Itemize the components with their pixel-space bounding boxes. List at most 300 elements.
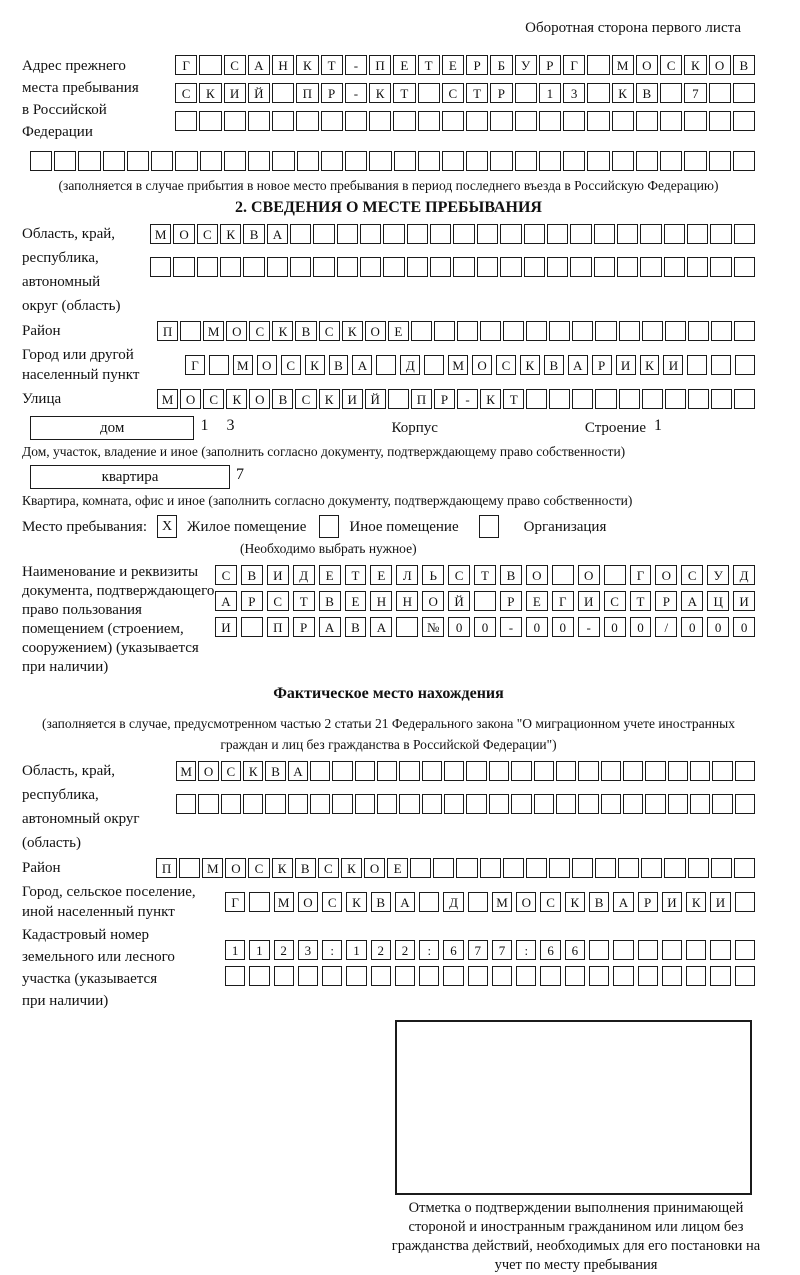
char-cell[interactable] <box>712 761 732 781</box>
char-cell[interactable]: Г <box>563 55 585 75</box>
char-cell[interactable] <box>383 257 404 277</box>
char-cell[interactable]: А <box>319 617 341 637</box>
char-cell[interactable]: Н <box>396 591 418 611</box>
char-cell[interactable] <box>453 257 474 277</box>
char-cell[interactable] <box>500 257 521 277</box>
char-cell[interactable] <box>565 966 585 986</box>
char-cell[interactable]: О <box>516 892 536 912</box>
char-cell[interactable] <box>297 151 319 171</box>
char-cell[interactable] <box>272 111 294 131</box>
char-cell[interactable] <box>243 794 263 814</box>
char-cell[interactable] <box>515 111 537 131</box>
char-cell[interactable]: 1 <box>539 83 561 103</box>
checkbox-inoe[interactable] <box>319 515 339 538</box>
char-cell[interactable]: Т <box>503 389 524 409</box>
char-cell[interactable] <box>522 417 545 439</box>
char-cell[interactable] <box>711 858 732 878</box>
char-cell[interactable]: 1 <box>654 417 662 434</box>
char-cell[interactable] <box>619 321 640 341</box>
char-cell[interactable] <box>601 761 621 781</box>
char-cell[interactable]: / <box>655 617 677 637</box>
char-cell[interactable] <box>480 321 501 341</box>
char-cell[interactable]: Д <box>733 565 755 585</box>
char-cell[interactable] <box>687 224 708 244</box>
char-cell[interactable] <box>496 417 519 439</box>
char-cell[interactable]: К <box>520 355 540 375</box>
char-cell[interactable]: О <box>364 858 385 878</box>
char-cell[interactable] <box>444 417 467 439</box>
char-cell[interactable] <box>735 966 755 986</box>
char-cell[interactable] <box>547 257 568 277</box>
char-cell[interactable] <box>310 761 330 781</box>
char-cell[interactable]: Д <box>443 892 463 912</box>
char-cell[interactable] <box>442 111 464 131</box>
char-cell[interactable]: Т <box>466 83 488 103</box>
char-cell[interactable]: : <box>322 940 342 960</box>
char-cell[interactable] <box>249 966 269 986</box>
char-cell[interactable] <box>422 761 442 781</box>
char-cell[interactable] <box>322 966 342 986</box>
char-cell[interactable] <box>209 355 229 375</box>
char-cell[interactable]: И <box>710 892 730 912</box>
char-cell[interactable] <box>470 417 493 439</box>
char-cell[interactable] <box>399 794 419 814</box>
char-cell[interactable] <box>638 940 658 960</box>
char-cell[interactable]: С <box>660 55 682 75</box>
char-cell[interactable] <box>313 257 334 277</box>
char-cell[interactable]: 1 <box>200 417 209 434</box>
char-cell[interactable] <box>572 321 593 341</box>
char-cell[interactable] <box>310 794 330 814</box>
char-cell[interactable]: - <box>500 617 522 637</box>
checkbox-org[interactable] <box>479 515 499 538</box>
char-cell[interactable] <box>395 966 415 986</box>
char-cell[interactable]: И <box>616 355 636 375</box>
char-cell[interactable]: Г <box>225 892 245 912</box>
char-cell[interactable]: С <box>295 389 316 409</box>
char-cell[interactable]: 2 <box>395 940 415 960</box>
char-cell[interactable]: С <box>319 321 340 341</box>
char-cell[interactable]: М <box>492 892 512 912</box>
char-cell[interactable] <box>549 858 570 878</box>
char-cell[interactable] <box>200 151 222 171</box>
char-cell[interactable] <box>422 794 442 814</box>
char-cell[interactable]: О <box>655 565 677 585</box>
char-cell[interactable]: В <box>272 389 293 409</box>
char-cell[interactable]: К <box>612 83 634 103</box>
char-cell[interactable] <box>735 794 755 814</box>
char-cell[interactable]: М <box>202 858 223 878</box>
char-cell[interactable]: О <box>198 761 218 781</box>
char-cell[interactable] <box>288 794 308 814</box>
char-cell[interactable]: О <box>173 224 194 244</box>
char-cell[interactable] <box>668 761 688 781</box>
char-cell[interactable] <box>640 224 661 244</box>
char-cell[interactable] <box>587 83 609 103</box>
char-cell[interactable] <box>489 761 509 781</box>
char-cell[interactable] <box>296 111 318 131</box>
char-cell[interactable] <box>399 761 419 781</box>
char-cell[interactable] <box>503 321 524 341</box>
char-cell[interactable]: К <box>369 83 391 103</box>
char-cell[interactable] <box>618 858 639 878</box>
char-cell[interactable] <box>594 257 615 277</box>
char-cell[interactable]: О <box>636 55 658 75</box>
char-cell[interactable] <box>686 966 706 986</box>
char-cell[interactable]: К <box>226 389 247 409</box>
char-cell[interactable]: О <box>709 55 731 75</box>
char-cell[interactable]: К <box>305 355 325 375</box>
char-cell[interactable]: 7 <box>468 940 488 960</box>
char-cell[interactable] <box>456 858 477 878</box>
char-cell[interactable] <box>265 794 285 814</box>
char-cell[interactable] <box>733 111 755 131</box>
char-cell[interactable] <box>272 83 294 103</box>
char-cell[interactable] <box>180 321 201 341</box>
char-cell[interactable]: И <box>215 617 237 637</box>
char-cell[interactable]: К <box>272 858 293 878</box>
char-cell[interactable] <box>709 111 731 131</box>
char-cell[interactable] <box>321 151 343 171</box>
char-cell[interactable] <box>690 761 710 781</box>
char-cell[interactable] <box>735 355 755 375</box>
char-cell[interactable] <box>356 417 379 439</box>
char-cell[interactable]: Г <box>175 55 197 75</box>
char-cell[interactable] <box>617 257 638 277</box>
char-cell[interactable] <box>690 794 710 814</box>
char-cell[interactable] <box>377 761 397 781</box>
char-cell[interactable]: М <box>150 224 171 244</box>
char-cell[interactable] <box>376 355 396 375</box>
char-cell[interactable] <box>466 794 486 814</box>
char-cell[interactable] <box>419 892 439 912</box>
char-cell[interactable]: 2 <box>274 940 294 960</box>
char-cell[interactable] <box>288 466 311 488</box>
char-cell[interactable] <box>540 966 560 986</box>
char-cell[interactable]: Р <box>434 389 455 409</box>
char-cell[interactable]: О <box>180 389 201 409</box>
char-cell[interactable]: С <box>496 355 516 375</box>
char-cell[interactable]: Г <box>185 355 205 375</box>
char-cell[interactable] <box>360 224 381 244</box>
char-cell[interactable]: К <box>341 858 362 878</box>
char-cell[interactable]: О <box>526 565 548 585</box>
char-cell[interactable]: Й <box>248 83 270 103</box>
char-cell[interactable]: Г <box>630 565 652 585</box>
char-cell[interactable]: 1 <box>225 940 245 960</box>
char-cell[interactable] <box>688 321 709 341</box>
char-cell[interactable]: - <box>457 389 478 409</box>
char-cell[interactable] <box>636 111 658 131</box>
char-cell[interactable] <box>332 761 352 781</box>
char-cell[interactable] <box>570 224 591 244</box>
char-cell[interactable] <box>563 151 585 171</box>
char-cell[interactable] <box>418 111 440 131</box>
char-cell[interactable] <box>711 389 732 409</box>
char-cell[interactable]: О <box>365 321 386 341</box>
char-cell[interactable]: М <box>176 761 196 781</box>
char-cell[interactable] <box>243 257 264 277</box>
char-cell[interactable] <box>444 794 464 814</box>
char-cell[interactable] <box>337 224 358 244</box>
char-cell[interactable] <box>706 417 729 439</box>
char-cell[interactable]: 0 <box>526 617 548 637</box>
char-cell[interactable]: П <box>411 389 432 409</box>
char-cell[interactable] <box>587 111 609 131</box>
char-cell[interactable]: 7 <box>236 466 244 483</box>
char-cell[interactable] <box>430 257 451 277</box>
char-cell[interactable] <box>278 417 301 439</box>
char-cell[interactable] <box>665 389 686 409</box>
char-cell[interactable] <box>466 111 488 131</box>
char-cell[interactable] <box>712 794 732 814</box>
char-cell[interactable] <box>710 224 731 244</box>
char-cell[interactable] <box>524 257 545 277</box>
char-cell[interactable]: Т <box>321 55 343 75</box>
char-cell[interactable] <box>151 151 173 171</box>
char-cell[interactable]: К <box>319 389 340 409</box>
char-cell[interactable]: В <box>345 617 367 637</box>
char-cell[interactable]: А <box>568 355 588 375</box>
char-cell[interactable]: И <box>342 389 363 409</box>
char-cell[interactable] <box>418 151 440 171</box>
char-cell[interactable] <box>490 111 512 131</box>
char-cell[interactable] <box>198 794 218 814</box>
char-cell[interactable]: К <box>565 892 585 912</box>
char-cell[interactable] <box>411 321 432 341</box>
char-cell[interactable] <box>660 151 682 171</box>
char-cell[interactable]: Т <box>418 55 440 75</box>
char-cell[interactable]: 0 <box>604 617 626 637</box>
char-cell[interactable] <box>489 794 509 814</box>
char-cell[interactable] <box>466 151 488 171</box>
char-cell[interactable]: 1 <box>346 940 366 960</box>
char-cell[interactable] <box>418 83 440 103</box>
char-cell[interactable] <box>267 257 288 277</box>
char-cell[interactable]: 0 <box>552 617 574 637</box>
char-cell[interactable] <box>337 257 358 277</box>
char-cell[interactable] <box>636 151 658 171</box>
char-cell[interactable]: 2 <box>371 940 391 960</box>
char-cell[interactable] <box>556 794 576 814</box>
char-cell[interactable] <box>660 111 682 131</box>
char-cell[interactable]: О <box>472 355 492 375</box>
char-cell[interactable] <box>524 224 545 244</box>
char-cell[interactable]: П <box>157 321 178 341</box>
char-cell[interactable]: Ц <box>707 591 729 611</box>
char-cell[interactable] <box>474 591 496 611</box>
char-cell[interactable] <box>377 794 397 814</box>
char-cell[interactable]: С <box>221 761 241 781</box>
char-cell[interactable]: Й <box>365 389 386 409</box>
char-cell[interactable] <box>732 417 755 439</box>
checkbox-zhiloe[interactable]: X <box>157 515 177 538</box>
char-cell[interactable]: В <box>636 83 658 103</box>
char-cell[interactable] <box>578 794 598 814</box>
char-cell[interactable] <box>539 111 561 131</box>
char-cell[interactable] <box>534 761 554 781</box>
char-cell[interactable] <box>589 966 609 986</box>
char-cell[interactable] <box>687 355 707 375</box>
char-cell[interactable]: Й <box>448 591 470 611</box>
char-cell[interactable] <box>516 966 536 986</box>
char-cell[interactable]: В <box>241 565 263 585</box>
char-cell[interactable] <box>304 417 327 439</box>
char-cell[interactable]: И <box>662 892 682 912</box>
char-cell[interactable] <box>612 151 634 171</box>
char-cell[interactable]: М <box>157 389 178 409</box>
char-cell[interactable]: О <box>578 565 600 585</box>
char-cell[interactable] <box>710 257 731 277</box>
char-cell[interactable] <box>272 151 294 171</box>
char-cell[interactable]: О <box>226 321 247 341</box>
char-cell[interactable]: С <box>681 565 703 585</box>
char-cell[interactable]: К <box>640 355 660 375</box>
char-cell[interactable]: С <box>248 858 269 878</box>
char-cell[interactable] <box>393 111 415 131</box>
char-cell[interactable]: В <box>500 565 522 585</box>
char-cell[interactable] <box>477 224 498 244</box>
char-cell[interactable] <box>511 794 531 814</box>
char-cell[interactable]: Р <box>655 591 677 611</box>
char-cell[interactable] <box>173 257 194 277</box>
char-cell[interactable]: В <box>295 858 316 878</box>
char-cell[interactable] <box>688 858 709 878</box>
char-cell[interactable] <box>549 389 570 409</box>
char-cell[interactable] <box>220 257 241 277</box>
char-cell[interactable] <box>613 940 633 960</box>
char-cell[interactable] <box>578 761 598 781</box>
char-cell[interactable]: - <box>578 617 600 637</box>
char-cell[interactable]: Д <box>400 355 420 375</box>
char-cell[interactable] <box>642 389 663 409</box>
char-cell[interactable]: К <box>342 321 363 341</box>
char-cell[interactable] <box>332 794 352 814</box>
char-cell[interactable]: 1 <box>249 940 269 960</box>
char-cell[interactable] <box>711 355 731 375</box>
char-cell[interactable] <box>30 151 52 171</box>
char-cell[interactable] <box>369 111 391 131</box>
kvartira-box[interactable]: квартира <box>30 465 230 489</box>
char-cell[interactable]: О <box>257 355 277 375</box>
char-cell[interactable]: У <box>515 55 537 75</box>
char-cell[interactable]: 6 <box>443 940 463 960</box>
char-cell[interactable] <box>548 417 571 439</box>
char-cell[interactable] <box>424 355 444 375</box>
char-cell[interactable]: И <box>578 591 600 611</box>
char-cell[interactable] <box>443 966 463 986</box>
char-cell[interactable] <box>371 966 391 986</box>
char-cell[interactable]: В <box>544 355 564 375</box>
char-cell[interactable]: А <box>613 892 633 912</box>
char-cell[interactable] <box>346 966 366 986</box>
char-cell[interactable] <box>176 794 196 814</box>
char-cell[interactable] <box>252 417 275 439</box>
char-cell[interactable]: 6 <box>565 940 585 960</box>
char-cell[interactable]: В <box>295 321 316 341</box>
char-cell[interactable] <box>662 966 682 986</box>
char-cell[interactable]: С <box>267 591 289 611</box>
char-cell[interactable]: П <box>296 83 318 103</box>
char-cell[interactable]: С <box>249 321 270 341</box>
char-cell[interactable] <box>613 966 633 986</box>
char-cell[interactable]: К <box>243 761 263 781</box>
char-cell[interactable]: Е <box>393 55 415 75</box>
char-cell[interactable] <box>640 257 661 277</box>
char-cell[interactable] <box>617 224 638 244</box>
char-cell[interactable]: П <box>369 55 391 75</box>
char-cell[interactable] <box>241 617 263 637</box>
char-cell[interactable] <box>433 858 454 878</box>
char-cell[interactable]: Е <box>388 321 409 341</box>
char-cell[interactable]: К <box>686 892 706 912</box>
char-cell[interactable] <box>477 257 498 277</box>
char-cell[interactable] <box>711 321 732 341</box>
char-cell[interactable] <box>290 257 311 277</box>
char-cell[interactable]: Т <box>474 565 496 585</box>
char-cell[interactable] <box>430 224 451 244</box>
char-cell[interactable]: И <box>224 83 246 103</box>
char-cell[interactable] <box>262 466 285 488</box>
char-cell[interactable] <box>515 83 537 103</box>
char-cell[interactable]: С <box>224 55 246 75</box>
char-cell[interactable] <box>570 257 591 277</box>
char-cell[interactable]: К <box>296 55 318 75</box>
char-cell[interactable] <box>710 940 730 960</box>
char-cell[interactable]: М <box>448 355 468 375</box>
char-cell[interactable]: Е <box>387 858 408 878</box>
char-cell[interactable]: К <box>346 892 366 912</box>
char-cell[interactable] <box>444 761 464 781</box>
char-cell[interactable] <box>735 940 755 960</box>
char-cell[interactable] <box>733 83 755 103</box>
char-cell[interactable] <box>547 224 568 244</box>
char-cell[interactable]: С <box>203 389 224 409</box>
char-cell[interactable] <box>511 761 531 781</box>
char-cell[interactable]: В <box>329 355 349 375</box>
char-cell[interactable]: Т <box>393 83 415 103</box>
char-cell[interactable] <box>709 151 731 171</box>
char-cell[interactable] <box>645 761 665 781</box>
char-cell[interactable] <box>248 151 270 171</box>
char-cell[interactable]: Б <box>490 55 512 75</box>
char-cell[interactable] <box>612 111 634 131</box>
char-cell[interactable] <box>480 858 501 878</box>
char-cell[interactable]: Т <box>293 591 315 611</box>
char-cell[interactable]: 0 <box>448 617 470 637</box>
char-cell[interactable] <box>492 966 512 986</box>
char-cell[interactable] <box>680 417 703 439</box>
char-cell[interactable]: К <box>220 224 241 244</box>
char-cell[interactable] <box>221 794 241 814</box>
char-cell[interactable] <box>466 761 486 781</box>
char-cell[interactable]: С <box>318 858 339 878</box>
char-cell[interactable] <box>594 224 615 244</box>
char-cell[interactable] <box>549 321 570 341</box>
char-cell[interactable]: В <box>371 892 391 912</box>
dom-box[interactable]: дом <box>30 416 194 440</box>
char-cell[interactable] <box>179 858 200 878</box>
char-cell[interactable]: П <box>156 858 177 878</box>
char-cell[interactable]: Р <box>592 355 612 375</box>
char-cell[interactable]: - <box>345 83 367 103</box>
char-cell[interactable] <box>199 111 221 131</box>
char-cell[interactable]: 3 <box>298 940 318 960</box>
char-cell[interactable] <box>503 858 524 878</box>
char-cell[interactable]: Е <box>345 591 367 611</box>
char-cell[interactable] <box>604 565 626 585</box>
char-cell[interactable] <box>225 966 245 986</box>
